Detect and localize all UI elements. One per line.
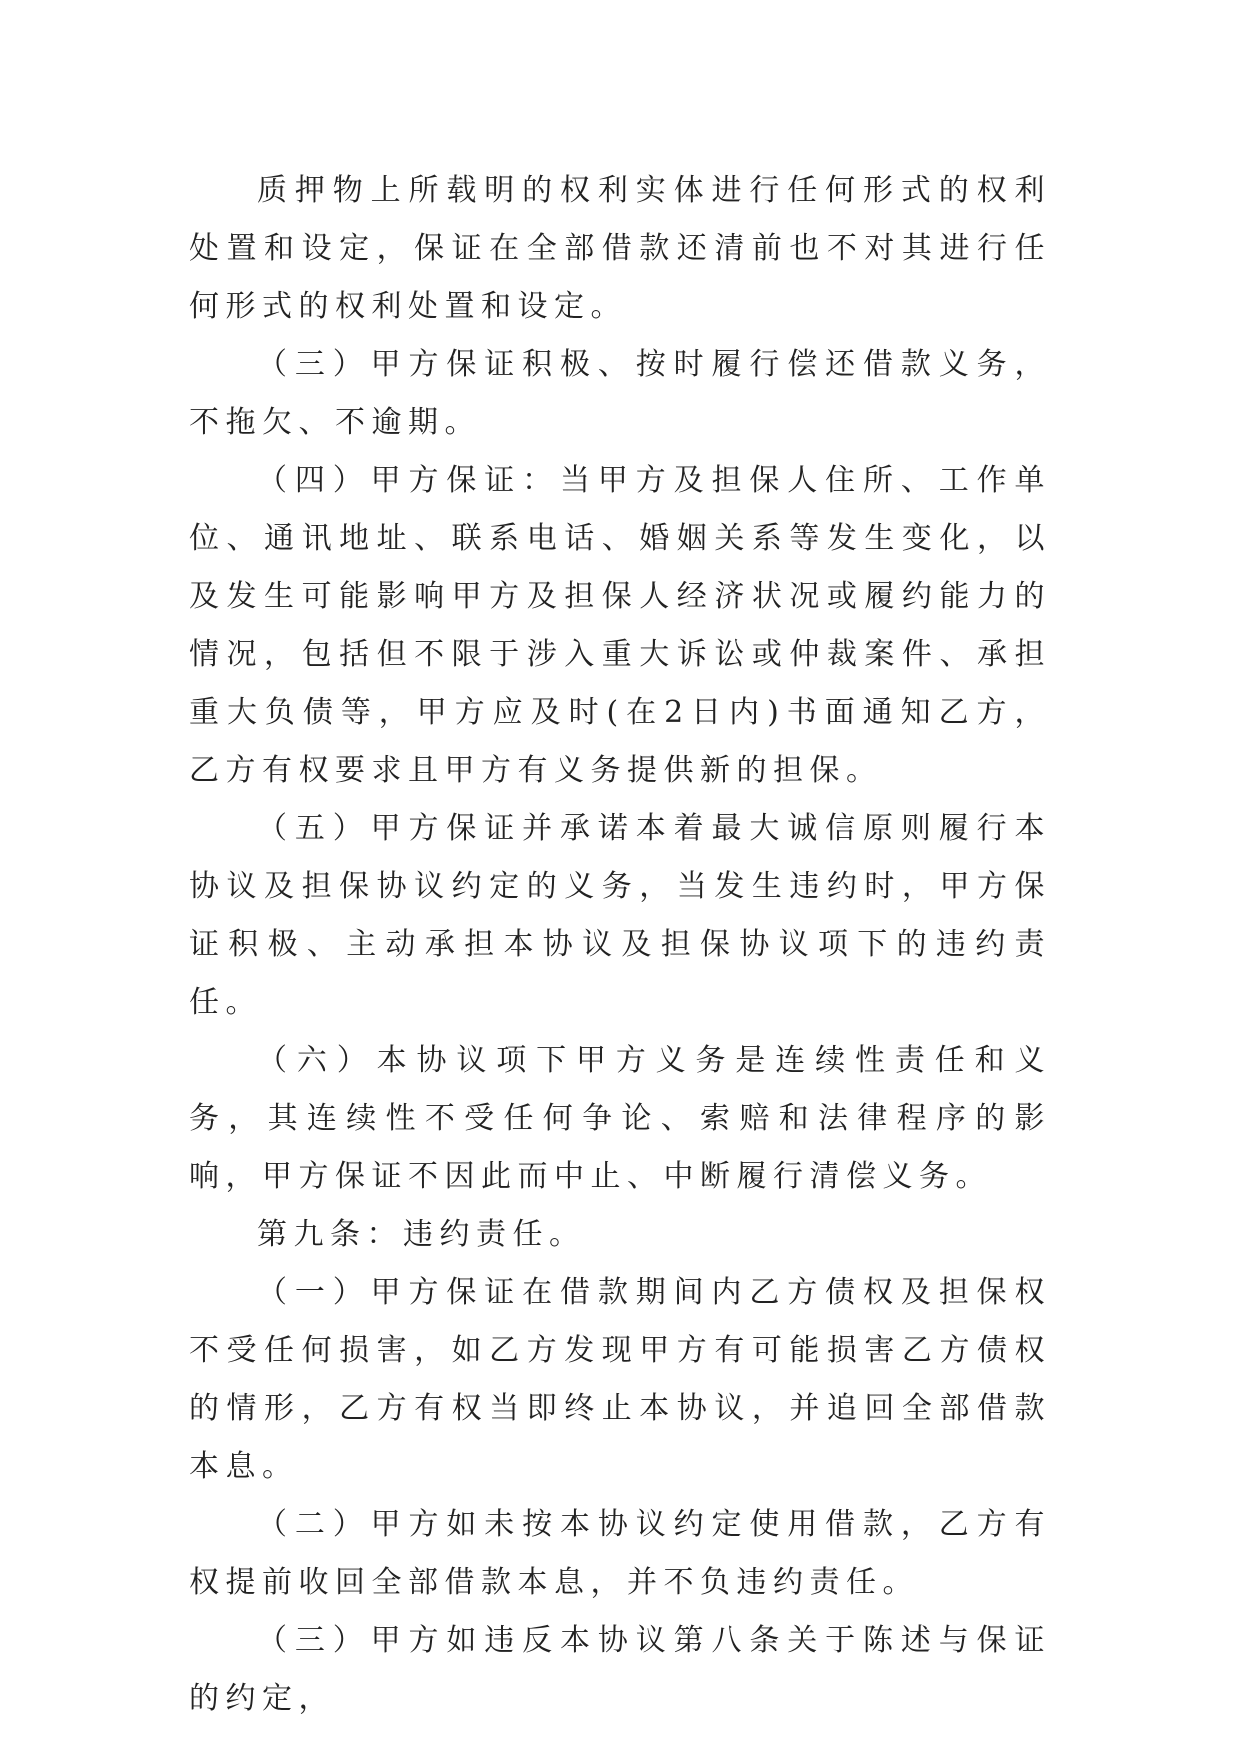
paragraph-breach-1: （一）甲方保证在借款期间内乙方债权及担保权不受任何损害，如乙方发现甲方有可能损害乙方债权的情形，乙方有权当即终止本协议，并追回全部借款本息。 <box>189 1275 1051 1484</box>
paragraph-breach-2: （二）甲方如未按本协议约定使用借款，乙方有权提前收回全部借款本息，并不负违约责任。 <box>189 1507 1051 1600</box>
paragraph-clause-5-good-faith: （五）甲方保证并承诺本着最大诚信原则履行本协议及担保协议约定的义务，当发生违约时，甲方保证积极、主动承担本协议及担保协议项下的违约责任。 <box>189 811 1051 1020</box>
paragraph-pledge-continuation: 质押物上所载明的权利实体进行任何形式的权利处置和设定，保证在全部借款还清前也不对其进行任何形式的权利处置和设定。 <box>189 173 1051 324</box>
paragraph-clause-6-continuing-obligation: （六）本协议项下甲方义务是连续性责任和义务，其连续性不受任何争论、索赔和法律程序的影响，甲方保证不因此而中止、中断履行清偿义务。 <box>189 1043 1051 1194</box>
document-body <box>189 162 1051 1728</box>
paragraph-clause-4-notification: （四）甲方保证：当甲方及担保人住所、工作单位、通讯地址、联系电话、婚姻关系等发生变化，以及发生可能影响甲方及担保人经济状况或履约能力的情况，包括但不限于涉入重大诉讼或仲裁案件、承担重大负债等，甲方应及时(在2日内)书面通知乙方，乙方有权要求且甲方有义务提供新的担保。 <box>189 463 1051 788</box>
paragraph-breach-3: （三）甲方如违反本协议第八条关于陈述与保证的约定， <box>189 1623 1051 1716</box>
article-9-heading: 第九条：违约责任。 <box>257 1217 586 1252</box>
paragraph-clause-3-repayment: （三）甲方保证积极、按时履行偿还借款义务，不拖欠、不逾期。 <box>189 347 1051 440</box>
